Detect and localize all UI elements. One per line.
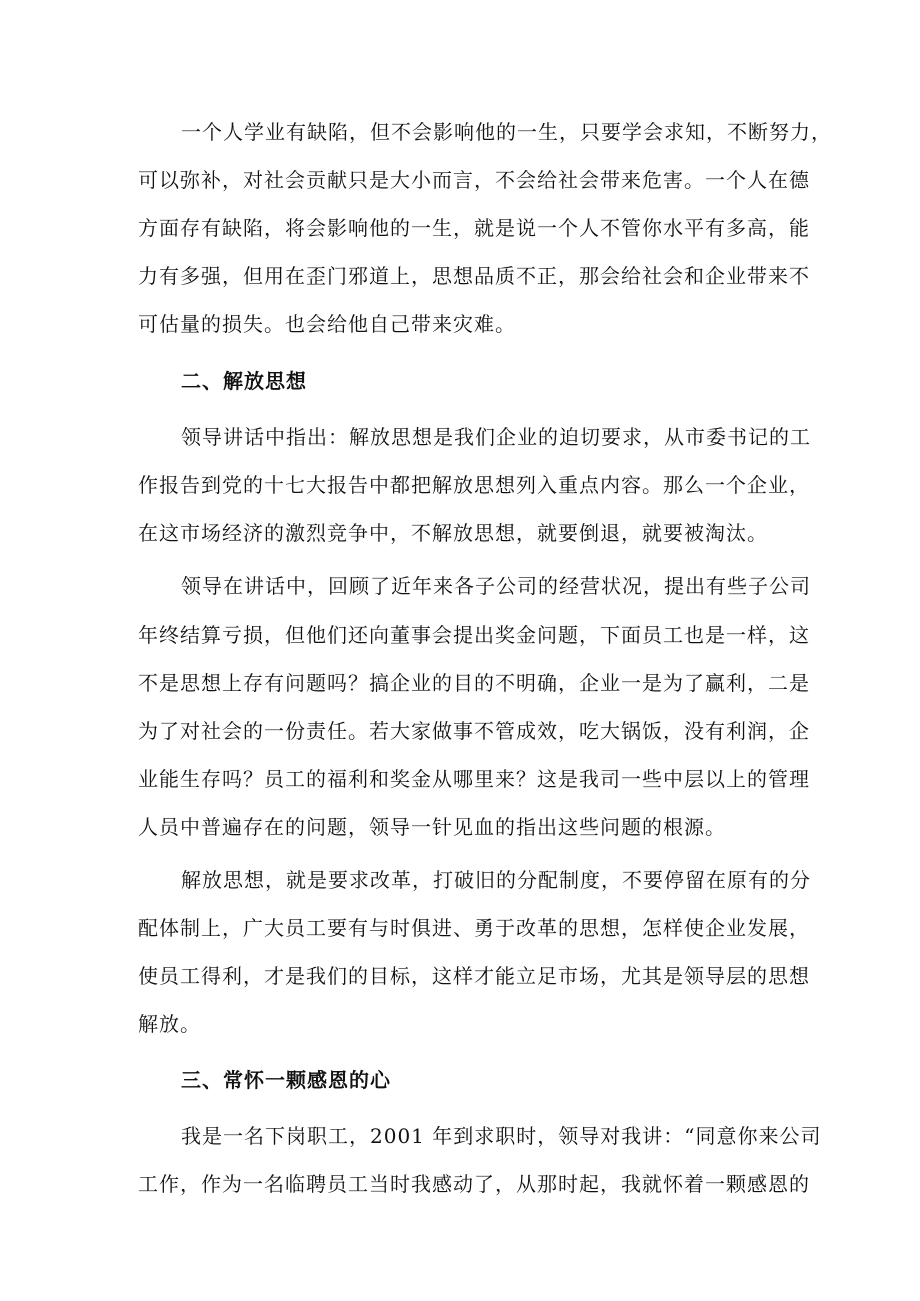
paragraph-2-line-2: 作报告到党的十七大报告中都把解放思想列入重点内容。那么一个企业， xyxy=(138,473,810,497)
paragraph-2-line-3: 在这市场经济的激烈竞争中，不解放思想，就要倒退，就要被淘汰。 xyxy=(138,521,768,545)
paragraph-3-line-6: 人员中普遍存在的问题，领导一针见血的指出这些问题的根源。 xyxy=(138,815,726,839)
paragraph-4-line-1: 解放思想，就是要求改革，打破旧的分配制度，不要停留在原有的分 xyxy=(181,868,811,892)
paragraph-3-line-4: 为了对社会的一份责任。若大家做事不管成效，吃大锅饭，没有利润，企 xyxy=(138,719,810,743)
paragraph-3-line-5: 业能生存吗？员工的福利和奖金从哪里来？这是我司一些中层以上的管理 xyxy=(138,767,810,791)
section-heading-3: 三、常怀一颗感恩的心 xyxy=(181,1068,391,1092)
paragraph-4-line-2: 配体制上，广大员工要有与时俱进、勇于改革的思想，怎样使企业发展， xyxy=(138,916,810,940)
paragraph-1-line-1: 一个人学业有缺陷，但不会影响他的一生，只要学会求知，不断努力， xyxy=(181,120,832,144)
paragraph-2-line-1: 领导讲话中指出：解放思想是我们企业的迫切要求，从市委书记的工 xyxy=(181,425,811,449)
paragraph-3-line-3: 不是思想上存有问题吗？搞企业的目的不明确，企业一是为了赢利，二是 xyxy=(138,671,810,695)
paragraph-1-line-3: 方面存有缺陷，将会影响他的一生，就是说一个人不管你水平有多高，能 xyxy=(138,216,810,240)
paragraph-3-line-1: 领导在讲话中，回顾了近年来各子公司的经营状况，提出有些子公司 xyxy=(181,574,811,598)
paragraph-3-line-2: 年终结算亏损，但他们还向董事会提出奖金问题，下面员工也是一样，这 xyxy=(138,623,810,647)
paragraph-4-line-4: 解放。 xyxy=(138,1012,201,1036)
paragraph-1-line-4: 力有多强，但用在歪门邪道上，思想品质不正，那会给社会和企业带来不 xyxy=(138,264,810,288)
paragraph-4-line-3: 使员工得利，才是我们的目标，这样才能立足市场，尤其是领导层的思想 xyxy=(138,964,810,988)
paragraph-5-line-2: 工作，作为一名临聘员工当时我感动了，从那时起，我就怀着一颗感恩的 xyxy=(138,1172,810,1196)
paragraph-5-line-1: 我是一名下岗职工，2001 年到求职时，领导对我讲：“同意你来公司 xyxy=(181,1124,822,1148)
paragraph-1-line-5: 可估量的损失。也会给他自己带来灾难。 xyxy=(138,312,516,336)
section-heading-2: 二、解放思想 xyxy=(181,369,307,393)
paragraph-1-line-2: 可以弥补，对社会贡献只是大小而言，不会给社会带来危害。一个人在德 xyxy=(138,168,810,192)
